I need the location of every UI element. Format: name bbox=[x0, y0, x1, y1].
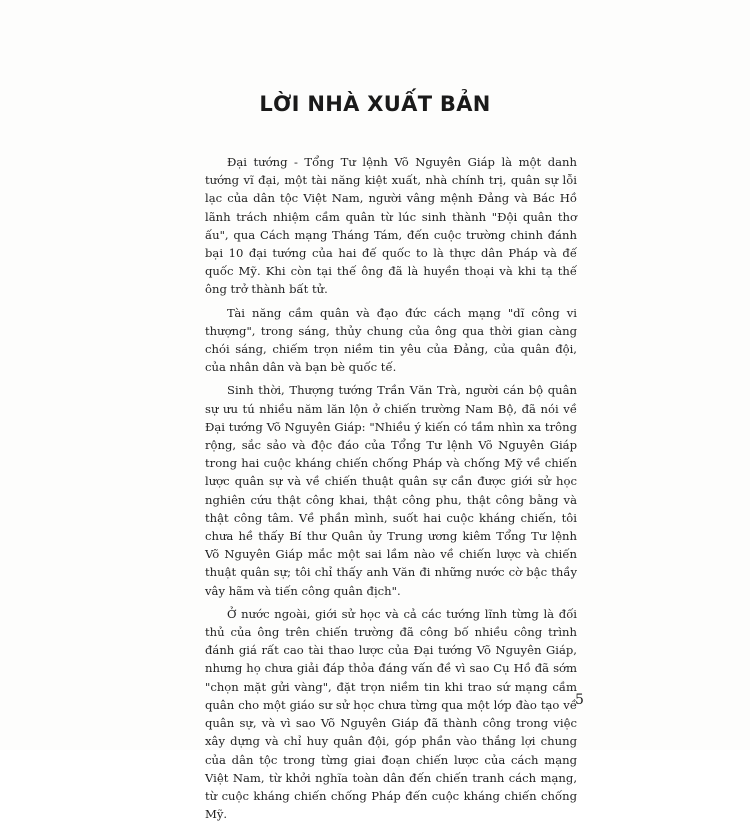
paragraph-4: Ở nước ngoài, giới sử học và cả các tướng lĩnh từng là đối thủ của ông trên chiến trường đã công bố nhiều công trình đánh giá rất cao tài thao lược của Đại tướng Võ Nguyên Giáp, nhưng họ chưa giải đáp thỏa đáng vấn đề vì sao Cụ Hồ đã sớm "chọn mặt gửi vàng", đặt trọn niềm tin khi trao sứ mạng cầm quân cho một giáo sư sử học chưa từng qua một lớp đào tạo về quân sự, và vì sao Võ Nguyên Giáp đã thành công trong việc xây dựng và chỉ huy quân đội, góp phần vào thắng lợi chung của dân tộc trong từng giai đoạn chiến lược của cách mạng Việt Nam, từ khởi nghĩa toàn dân đến chiến tranh cách mạng, từ cuộc kháng chiến chống Pháp đến cuộc kháng chiến chống Mỹ. bbox=[205, 606, 577, 822]
paragraph-2: Tài năng cầm quân và đạo đức cách mạng "dĩ công vi thượng", trong sáng, thủy chung của ông qua thời gian càng chói sáng, chiếm trọn niềm tin yêu của Đảng, của quân đội, của nhân dân và bạn bè quốc tế. bbox=[205, 305, 577, 375]
paragraph-1: Đại tướng - Tổng Tư lệnh Võ Nguyên Giáp là một danh tướng vĩ đại, một tài năng kiệt xuất, nhà chính trị, quân sự lỗi lạc của dân tộc Việt Nam, người vâng mệnh Đảng và Bác Hồ lãnh trách nhiệm cầm quân từ lúc sinh thành "Đội quân thơ ấu", qua Cách mạng Tháng Tám, đến cuộc trường chinh đánh bại 10 đại tướng của hai đế quốc to là thực dân Pháp và đế quốc Mỹ. Khi còn tại thế ông đã là huyền thoại và khi tạ thế ông trở thành bất tử. bbox=[205, 155, 577, 297]
body-text bbox=[205, 153, 577, 828]
page-number: 5 bbox=[575, 692, 584, 708]
page-title: LỜI NHÀ XUẤT BẢN bbox=[259, 92, 491, 116]
paragraph-3: Sinh thời, Thượng tướng Trần Văn Trà, người cán bộ quân sự ưu tú nhiều năm lăn lộn ở chiến trường Nam Bộ, đã nói về Đại tướng Võ Nguyên Giáp: "Nhiều ý kiến có tầm nhìn xa trông rộng, sắc sảo và độc đáo của Tổng Tư lệnh Võ Nguyên Giáp trong hai cuộc kháng chiến chống Pháp và chống Mỹ về chiến lược quân sự và về chiến thuật quân sự cần được giới sử học nghiên cứu thật công khai, thật công phu, thật công bằng và thật công tâm. Về phần mình, suốt hai cuộc kháng chiến, tôi chưa hề thấy Bí thư Quân ủy Trung ương kiêm Tổng Tư lệnh Võ Nguyên Giáp mắc một sai lầm nào về chiến lược và chiến thuật quân sự; tôi chỉ thấy anh Văn đi những nước cờ bậc thầy vây hãm và tiến công quân địch". bbox=[205, 383, 577, 598]
